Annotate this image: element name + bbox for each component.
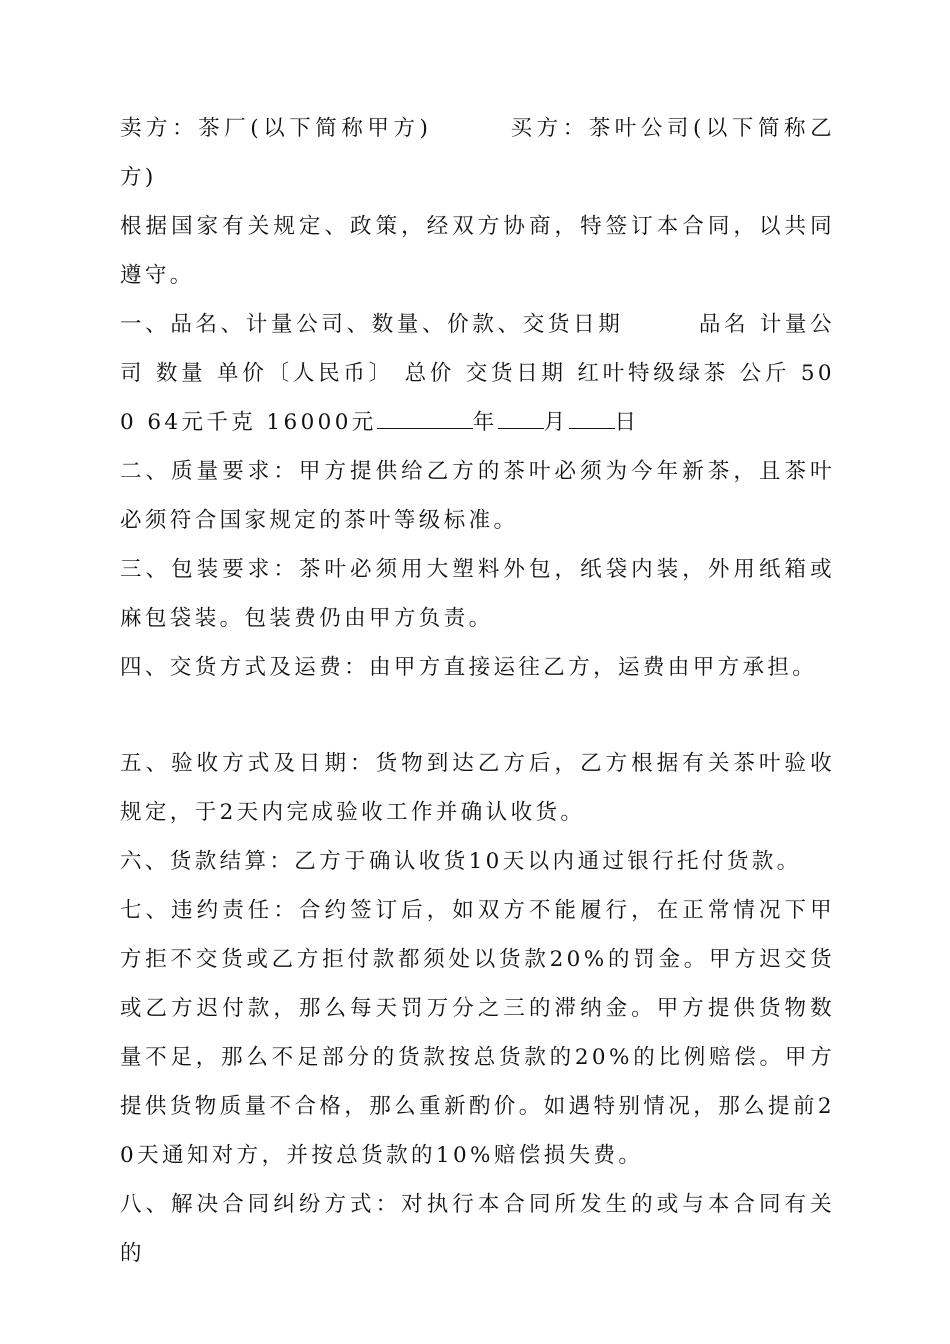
parties-line: 卖方：茶厂(以下简称甲方) 买方：茶叶公司(以下简称乙方) [120, 116, 835, 190]
clause-3-packaging: 三、包装要求：茶叶必须用大塑料外包，纸袋内装，外用纸箱或麻包袋装。包装费仍由甲方负责。 [120, 557, 835, 631]
clause-7-liability: 七、违约责任：合约签订后，如双方不能履行，在正常情况下甲方拒不交货或乙方拒付款都须处以货款20%的罚金。甲方迟交货或乙方迟付款，那么每天罚万分之三的滞纳金。甲方提供货物数量不足，那么不足部分的货款按总货款的20%的比例赔偿。甲方提供货物质量不合格，那么重新酌价。如遇特别情况，那么提前20天通知对方，并按总货款的10%赔偿损失费。 [120, 898, 835, 1168]
clause-1-product-info [120, 300, 835, 447]
month-label: 月 [543, 410, 569, 435]
day-blank [569, 410, 615, 429]
preamble-paragraph: 根据国家有关规定、政策，经双方协商，特签订本合同，以共同遵守。 [120, 214, 835, 288]
month-blank [498, 410, 544, 429]
clause-2-quality: 二、质量要求：甲方提供给乙方的茶叶必须为今年新茶，且茶叶必须符合国家规定的茶叶等级标准。 [120, 459, 835, 533]
year-blank [377, 410, 473, 429]
clause-5-inspection: 五、验收方式及日期：货物到达乙方后，乙方根据有关茶叶验收规定，于2天内完成验收工作并确认收货。 [120, 751, 835, 825]
clause-6-settlement: 六、货款结算：乙方于确认收货10天以内通过银行托付货款。 [120, 849, 802, 874]
clause-4-delivery: 四、交货方式及运费：由甲方直接运往乙方，运费由甲方承担。 [120, 655, 818, 680]
clause-8-disputes: 八、解决合同纠纷方式：对执行本合同所发生的或与本合同有关的 [120, 1192, 835, 1266]
paragraph-gap [120, 692, 835, 739]
contract-page [120, 104, 835, 1278]
clause-1-text: 一、品名、计量公司、数量、价款、交货日期 品名 计量公司 数量 单价〔人民币〕 总价 交货日期 红叶特级绿茶 公斤 500 64元千克 16000元 [120, 312, 835, 435]
year-label: 年 [472, 410, 498, 435]
day-label: 日 [614, 410, 640, 435]
